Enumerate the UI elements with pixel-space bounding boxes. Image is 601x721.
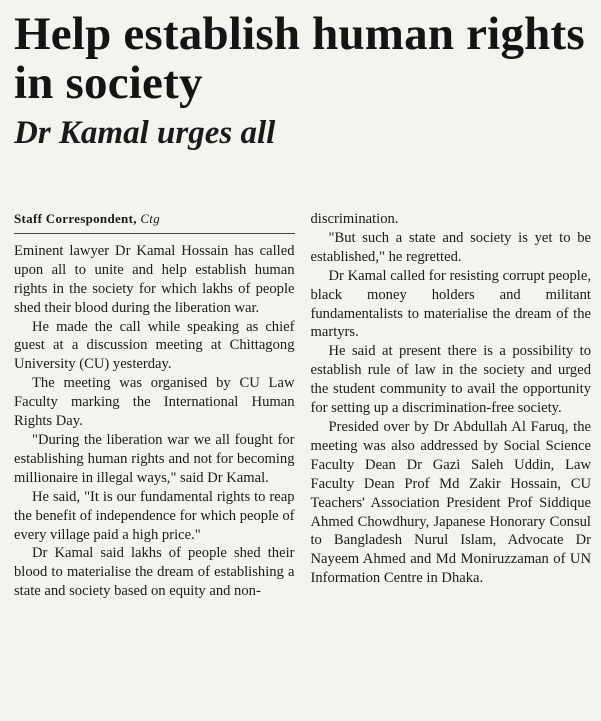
byline-place: Ctg <box>140 211 161 226</box>
paragraph: "But such a state and society is yet to be established," he regretted. <box>310 229 591 265</box>
paragraph: He made the call while speaking as chief guest at a discussion meeting at Chittagong University (CU) yesterday. <box>14 318 295 373</box>
paragraph: Dr Kamal said lakhs of people shed their blood to materialise the dream of establishing a state and society based on equity and non- <box>14 545 295 600</box>
paragraph: He said at present there is a possibility to establish rule of law in the society and urged the student community to avail the opportunity for setting up a discrimination-free society. <box>310 343 591 417</box>
paragraph: "During the liberation war we all fought for establishing human rights and not for becoming millionaire in illegal ways," said Dr Kamal. <box>14 431 295 486</box>
paragraph: The meeting was organised by CU Law Faculty marking the International Human Rights Day. <box>14 375 295 430</box>
column-right <box>311 210 592 715</box>
headline: Help establish human rights in society <box>14 8 585 109</box>
article-body <box>14 210 591 715</box>
paragraph: Dr Kamal called for resisting corrupt people, black money holders and militant fundamentalists to materialise the dream of the martyrs. <box>310 267 591 341</box>
byline-author: Staff Correspondent, <box>14 211 137 226</box>
paragraph: discrimination. <box>310 211 399 227</box>
paragraph: Presided over by Dr Abdullah Al Faruq, the meeting was also addressed by Social Science Faculty Dean Dr Gazi Saleh Uddin, Law Faculty Dean Prof Md Zakir Hossain, CU Teachers' Association President Prof Siddique Ahmed Chowdhury, Japanese Honorary Consul to Bangladesh Nurul Islam, Advocate Dr Nayeem Ahmed and Md Moniruzzaman of UN Information Centre in Dhaka. <box>310 418 591 587</box>
paragraph: Eminent lawyer Dr Kamal Hossain has called upon all to unite and help establish human rights in the society for which lakhs of people shed their blood during the liberation war. <box>14 242 295 316</box>
paragraph: He said, "It is our fundamental rights to reap the benefit of independence for which people of every village paid a high price." <box>14 488 295 543</box>
byline <box>14 210 295 234</box>
column-left <box>14 210 295 715</box>
subheadline: Dr Kamal urges all <box>14 115 276 151</box>
